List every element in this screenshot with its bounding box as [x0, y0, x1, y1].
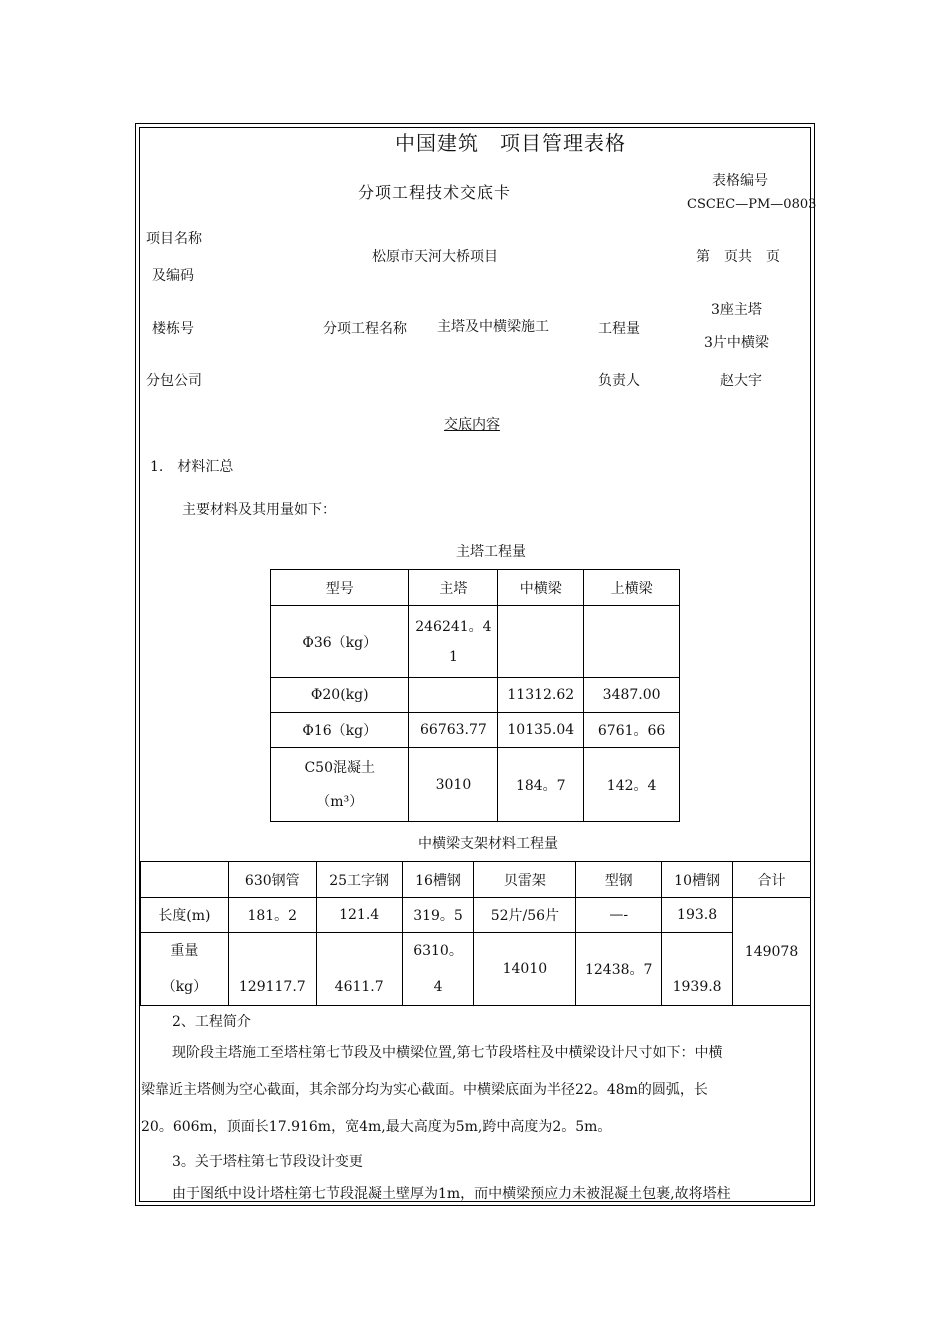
total-cell: 149078 [733, 898, 811, 1006]
header-cell: 贝雷架 [474, 862, 576, 898]
cell-line: （kg） [161, 979, 208, 995]
table-row [271, 748, 680, 822]
table-cell: 142。4 [584, 748, 680, 822]
table-header-row [271, 570, 680, 606]
table-cell: 1939.8 [662, 933, 733, 1006]
section-2-line2: 梁靠近主塔侧为空心截面，其余部分均为实心截面。中横梁底面为半径22。48m的圆弧，长 [141, 1082, 708, 1098]
table-cell: 14010 [474, 933, 576, 1006]
table-row [271, 606, 680, 678]
table-cell: 12438。7 [576, 933, 662, 1006]
subitem-value: 主塔及中横梁施工 [437, 319, 549, 335]
card-title: 分项工程技术交底卡 [358, 183, 512, 202]
cell-line: 6310。 [413, 943, 463, 959]
table-row [141, 933, 811, 1006]
table-header-row [141, 862, 811, 898]
project-name: 松原市天河大桥项目 [372, 249, 498, 265]
cell-line: 1 [448, 648, 458, 665]
header-cell: 25工字钢 [316, 862, 402, 898]
table-cell: —- [576, 898, 662, 933]
form-number-label: 表格编号 [712, 173, 768, 189]
header-cell: 10槽钢 [662, 862, 733, 898]
main-tower-table [270, 569, 680, 822]
header-cell: 中横梁 [498, 570, 584, 606]
cell-line: （m³） [316, 793, 364, 810]
table-cell [409, 678, 498, 713]
table-cell [409, 606, 498, 678]
subcontractor-label: 分包公司 [146, 373, 202, 389]
table-cell: 3010 [409, 748, 498, 822]
table-cell: 10135.04 [498, 713, 584, 748]
table-cell: 11312.62 [498, 678, 584, 713]
section-3-line1: 由于图纸中设计塔柱第七节段混凝土壁厚为1m，而中横梁预应力未被混凝土包裹,故将塔柱 [172, 1186, 731, 1202]
table-cell: 184。7 [498, 748, 584, 822]
table-cell [498, 606, 584, 678]
table-cell: 319。5 [402, 898, 474, 933]
header-cell [141, 862, 229, 898]
header-cell: 上横梁 [584, 570, 680, 606]
table-cell: 3487.00 [584, 678, 680, 713]
section-2-line3: 20。606m，顶面长17.916m，宽4m,最大高度为5m,跨中高度为2。5m。 [141, 1119, 612, 1135]
table-cell: 193.8 [662, 898, 733, 933]
header-cell: 合计 [733, 862, 811, 898]
table-cell: 129117.7 [228, 933, 316, 1006]
form-number: CSCEC—PM—0803 [687, 197, 817, 212]
page-indicator: 第 页共 页 [696, 249, 780, 265]
cell-line: 4 [433, 979, 443, 995]
table-cell: Φ36（kg） [271, 606, 409, 678]
table-cell: Φ20(kg) [271, 678, 409, 713]
section-2-line1: 现阶段主塔施工至塔柱第七节段及中横梁位置,第七节段塔柱及中横梁设计尺寸如下：中横 [172, 1045, 723, 1061]
table-1-caption: 主塔工程量 [456, 544, 526, 560]
quantity-line2: 3片中横梁 [704, 335, 769, 351]
table-2-caption: 中横梁支架材料工程量 [418, 836, 558, 852]
table-cell: 4611.7 [316, 933, 402, 1006]
owner-label: 负责人 [598, 373, 640, 389]
project-label-line2: 及编码 [152, 268, 194, 284]
page-title: 中国建筑 项目管理表格 [395, 131, 626, 155]
table-row [141, 898, 811, 933]
quantity-label: 工程量 [598, 321, 640, 337]
cell-line: C50混凝土 [304, 759, 375, 776]
table-cell: 6761。66 [584, 713, 680, 748]
table-row [271, 713, 680, 748]
table-cell [402, 933, 474, 1006]
header-cell: 型号 [271, 570, 409, 606]
support-material-table [140, 861, 811, 1006]
table-cell [141, 933, 229, 1006]
header-cell: 16槽钢 [402, 862, 474, 898]
quantity-line1: 3座主塔 [711, 302, 762, 318]
table-cell [271, 748, 409, 822]
building-label: 楼栋号 [152, 321, 194, 337]
subitem-label: 分项工程名称 [323, 321, 407, 337]
table-cell: 181。2 [228, 898, 316, 933]
section-1-intro: 主要材料及其用量如下： [182, 502, 336, 518]
table-cell: 66763.77 [409, 713, 498, 748]
project-label-line1: 项目名称 [146, 231, 202, 247]
table-row [271, 678, 680, 713]
cell-line: 246241。4 [415, 618, 492, 635]
table-cell [584, 606, 680, 678]
table-cell: 121.4 [316, 898, 402, 933]
table-cell: 长度(m) [141, 898, 229, 933]
header-cell: 型钢 [576, 862, 662, 898]
content-heading: 交底内容 [444, 417, 500, 433]
header-cell: 630钢管 [228, 862, 316, 898]
section-3-heading: 3。关于塔柱第七节段设计变更 [172, 1154, 363, 1170]
header-cell: 主塔 [409, 570, 498, 606]
section-1-heading: 1. 材料汇总 [150, 459, 234, 475]
owner-value: 赵大宇 [720, 373, 762, 389]
section-2-heading: 2、工程简介 [172, 1014, 251, 1030]
table-cell: Φ16（kg） [271, 713, 409, 748]
cell-line: 重量 [170, 943, 199, 959]
table-cell: 52片/56片 [474, 898, 576, 933]
